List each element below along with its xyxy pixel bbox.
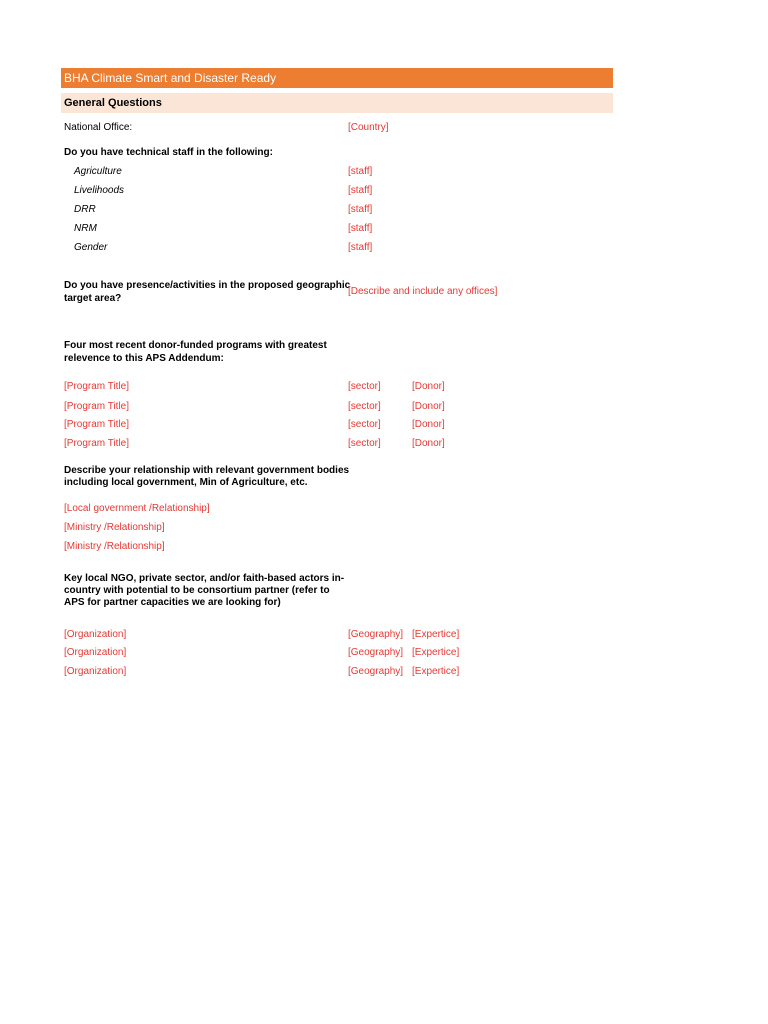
staff-label-nrm: NRM: [74, 223, 97, 234]
programs-question-line1: Four most recent donor-funded programs with greatest: [64, 340, 327, 351]
partner-geography[interactable]: [Geography]: [348, 647, 404, 658]
program-title[interactable]: [Program Title]: [64, 419, 130, 430]
program-donor[interactable]: [Donor]: [412, 419, 445, 430]
partner-organization[interactable]: [Organization]: [64, 647, 127, 658]
program-title[interactable]: [Program Title]: [64, 438, 130, 449]
program-sector[interactable]: [sector]: [348, 419, 381, 430]
partner-organization[interactable]: [Organization]: [64, 629, 127, 640]
section-heading: General Questions: [61, 93, 613, 113]
staff-label-livelihoods: Livelihoods: [74, 185, 125, 196]
partner-geography[interactable]: [Geography]: [348, 629, 404, 640]
presence-question-line1: Do you have presence/activities in the proposed geographic: [64, 280, 351, 291]
program-sector[interactable]: [sector]: [348, 381, 381, 392]
programs-question-line2: relevence to this APS Addendum:: [64, 353, 224, 364]
partners-question-line1: Key local NGO, private sector, and/or faith-based actors in-: [64, 573, 345, 584]
document-title: BHA Climate Smart and Disaster Ready: [61, 68, 613, 88]
staff-label-gender: Gender: [74, 242, 108, 253]
national-office-label: National Office:: [64, 122, 133, 133]
staff-value-drr[interactable]: [staff]: [348, 204, 373, 215]
program-donor[interactable]: [Donor]: [412, 381, 445, 392]
government-relationship[interactable]: [Ministry /Relationship]: [64, 541, 165, 552]
program-donor[interactable]: [Donor]: [412, 438, 445, 449]
program-title[interactable]: [Program Title]: [64, 381, 130, 392]
government-relationship[interactable]: [Local government /Relationship]: [64, 503, 210, 514]
staff-value-livelihoods[interactable]: [staff]: [348, 185, 373, 196]
technical-staff-question: Do you have technical staff in the following:: [64, 147, 273, 158]
staff-label-drr: DRR: [74, 204, 96, 215]
program-title[interactable]: [Program Title]: [64, 401, 130, 412]
government-question-line1: Describe your relationship with relevant government bodies: [64, 465, 350, 476]
government-relationship[interactable]: [Ministry /Relationship]: [64, 522, 165, 533]
national-office-value[interactable]: [Country]: [348, 122, 389, 133]
presence-value[interactable]: [Describe and include any offices]: [348, 286, 498, 297]
staff-value-nrm[interactable]: [staff]: [348, 223, 373, 234]
partner-organization[interactable]: [Organization]: [64, 666, 127, 677]
staff-value-agriculture[interactable]: [staff]: [348, 166, 373, 177]
partners-question-line2: country with potential to be consortium partner (refer to: [64, 585, 330, 596]
partner-expertise[interactable]: [Expertice]: [412, 666, 460, 677]
program-sector[interactable]: [sector]: [348, 438, 381, 449]
program-donor[interactable]: [Donor]: [412, 401, 445, 412]
program-sector[interactable]: [sector]: [348, 401, 381, 412]
staff-value-gender[interactable]: [staff]: [348, 242, 373, 253]
government-question-line2: including local government, Min of Agriculture, etc.: [64, 477, 308, 488]
staff-label-agriculture: Agriculture: [74, 166, 122, 177]
partner-expertise[interactable]: [Expertice]: [412, 647, 460, 658]
partners-question-line3: APS for partner capacities we are looking for): [64, 597, 281, 608]
presence-question-line2: target area?: [64, 293, 122, 304]
partner-geography[interactable]: [Geography]: [348, 666, 404, 677]
partner-expertise[interactable]: [Expertice]: [412, 629, 460, 640]
